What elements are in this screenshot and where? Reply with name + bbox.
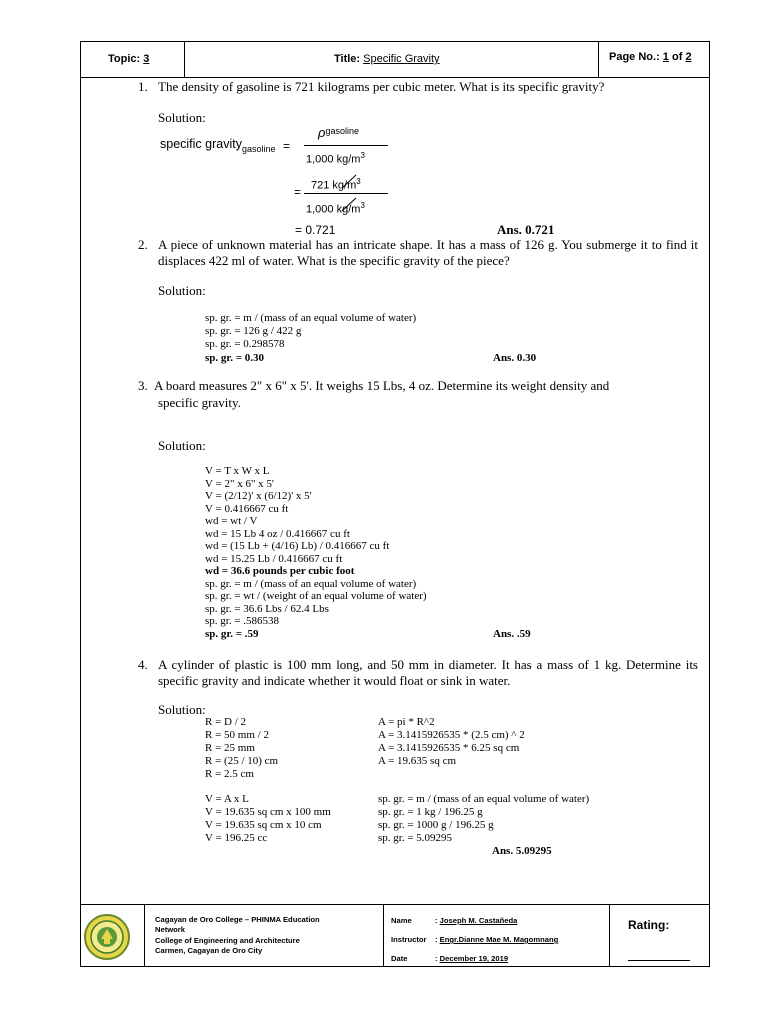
q4-right2-line-2: sp. gr. = 1 kg / 196.25 g (378, 806, 483, 818)
q4-right2-line-3: sp. gr. = 1000 g / 196.25 g (378, 819, 494, 831)
school-college: College of Engineering and Architecture (155, 936, 300, 945)
footer (80, 904, 710, 967)
q3-line-9: sp. gr. = m / (mass of an equal volume of water) (205, 577, 417, 590)
school-address: Carmen, Cagayan de Oro City (155, 946, 263, 955)
date-value: : December 19, 2019 (435, 954, 509, 963)
college-seal-icon (83, 913, 131, 961)
q4-left1-line-5: R = 2.5 cm (205, 768, 254, 780)
school-name-line-1: Cagayan de Oro College – PHINMA Education (155, 915, 320, 924)
q1-denominator-2: 1,000 $kg/m^3$ (306, 201, 365, 216)
q2-answer: Ans. 0.30 (493, 352, 537, 364)
q4-left1-line-3: R = 25 mm (205, 742, 255, 754)
q1-sg-label: specific gravity$_{gasoline}$ (160, 137, 276, 154)
header-divider (81, 77, 709, 78)
q3-final: sp. gr. = .59 (205, 628, 259, 640)
q4-text: A cylinder of plastic is 100 mm long, and 50 mm in diameter. It has a mass of 1 kg. Determine its specific gravity and indicate whether it would float or sink in water. (158, 657, 698, 688)
q1-result: = 0.721 (295, 223, 336, 237)
q1-fraction-line-1 (304, 145, 388, 146)
q3-line-2: V = 2" x 6" x 5' (205, 477, 274, 490)
q4-left1-line-2: R = 50 mm / 2 (205, 729, 269, 741)
q3-line-11: sp. gr. = 36.6 Lbs / 62.4 Lbs (205, 602, 329, 615)
q1-answer: Ans. 0.721 (497, 222, 555, 237)
q3-line-3: V = (2/12)' x (6/12)' x 5' (205, 490, 312, 502)
q4-number: 4. (138, 657, 148, 672)
school-name-line-2: Network (155, 925, 185, 934)
q2-text: A piece of unknown material has an intricate shape. It has a mass of 126 g. You submerge it to find it displaces 422 ml of water. What is the specific gravity of the piece? (158, 237, 698, 268)
q3-line-12: sp. gr. = .586538 (205, 615, 280, 627)
q4-right1-line-2: A = 3.1415926535 * (2.5 cm) ^ 2 (378, 729, 525, 741)
date-label: Date (391, 954, 408, 963)
q1-text: The density of gasoline is 721 kilograms per cubic meter. What is its specific gravity? (158, 79, 605, 94)
q4-right1-line-3: A = 3.1415926535 * 6.25 sq cm (378, 742, 520, 754)
q3-line-5: wd = wt / V (205, 515, 258, 527)
rating-blank (628, 960, 690, 961)
q3-line-7: wd = (15 Lb + (4/16) Lb) / 0.416667 cu ft (205, 540, 390, 552)
q4-right2-line-4: sp. gr. = 5.09295 (378, 832, 453, 844)
q4-left2-line-3: V = 19.635 sq cm x 10 cm (205, 819, 322, 831)
q2-number: 2. (138, 237, 148, 252)
topic-field: Topic: 3 (108, 53, 150, 65)
rating-label: Rating: (628, 918, 670, 932)
q2-line-3: sp. gr. = 0.298578 (205, 338, 285, 350)
q3-weight-density: wd = 36.6 pounds per cubic foot (205, 565, 355, 577)
q3-number: 3. (138, 378, 148, 393)
instructor-value: : Engr.Dianne Mae M. Magomnang (435, 935, 559, 944)
q3-line-6: wd = 15 Lb 4 oz / 0.416667 cu ft (205, 527, 350, 540)
q1-denominator-1: 1,000 $kg/m^3$ (306, 151, 365, 166)
page-title: Title: Specific Gravity (334, 53, 440, 65)
q3-line-10: sp. gr. = wt / (weight of an equal volume of water) (205, 590, 427, 602)
q4-right2-line-1: sp. gr. = m / (mass of an equal volume of water) (378, 793, 590, 805)
q4-left1-line-1: R = D / 2 (205, 716, 247, 728)
q3-line-1: V = T x W x L (205, 465, 270, 477)
q3-line-4: V = 0.416667 cu ft (205, 502, 289, 515)
q1-solution-label: Solution: (158, 110, 206, 125)
name-label: Name (391, 916, 412, 925)
q1-number: 1. (138, 79, 148, 94)
q1-fraction-line-2 (304, 193, 388, 194)
instructor-label: Instructor (391, 935, 427, 944)
page-number: Page No.: 1 of 2 (609, 51, 692, 63)
q4-left2-line-2: V = 19.635 sq cm x 100 mm (205, 806, 331, 818)
q1-eq-2: = (294, 185, 302, 199)
q1-numerator-2: 721 $kg/m^3$ (311, 177, 361, 192)
q3-line-8: wd = 15.25 Lb / 0.416667 cu ft (205, 552, 343, 565)
q1-rho: $\rho^{gasoline}$ (318, 125, 359, 140)
footer-school-cell (144, 905, 145, 967)
q1-eq-1: = (283, 139, 291, 153)
q4-solution-label: Solution: (158, 702, 206, 717)
q4-right1-line-4: A = 19.635 sq cm (378, 755, 457, 767)
q2-line-1: sp. gr. = m / (mass of an equal volume of water) (205, 312, 417, 324)
name-value: : Joseph M. Castañeda (435, 916, 518, 925)
q4-left2-line-1: V = A x L (205, 793, 249, 805)
q3-text-line-2: specific gravity. (158, 395, 241, 410)
q3-solution-label: Solution: (158, 438, 206, 453)
q4-answer: Ans. 5.09295 (492, 845, 552, 857)
q4-right1-line-1: A = pi * R^2 (378, 716, 435, 728)
footer-rating-cell (609, 905, 610, 967)
q2-solution-label: Solution: (158, 283, 206, 298)
q4-left1-line-4: R = (25 / 10) cm (205, 755, 279, 767)
q3-answer: Ans. .59 (493, 628, 531, 640)
q2-final: sp. gr. = 0.30 (205, 352, 265, 364)
footer-info-cell (383, 905, 384, 967)
q4-left2-line-4: V = 196.25 cc (205, 832, 268, 844)
q2-line-2: sp. gr. = 126 g / 422 g (205, 325, 302, 337)
q3-text-line-1: A board measures 2" x 6" x 5'. It weighs 15 Lbs, 4 oz. Determine its weight density and (154, 378, 610, 393)
